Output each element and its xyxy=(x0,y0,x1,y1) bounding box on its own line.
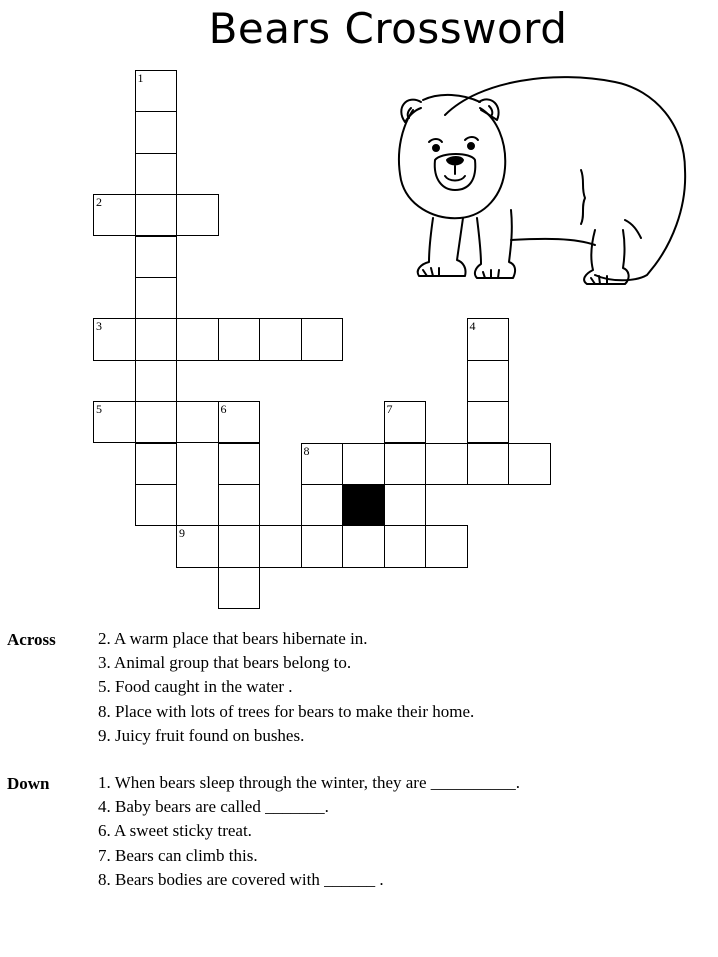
down-heading: Down xyxy=(7,774,50,793)
across-heading: Across xyxy=(7,630,56,649)
clue-number: 9 xyxy=(179,526,185,541)
crossword-cell[interactable] xyxy=(384,484,427,526)
across-clue-list xyxy=(98,627,474,748)
across-clue-3: 3. Animal group that bears belong to. xyxy=(98,653,352,673)
crossword-cell[interactable] xyxy=(135,277,178,319)
crossword-cell[interactable] xyxy=(425,525,468,567)
down-clue-1: 1. When bears sleep through the winter, they are __________. xyxy=(98,773,521,792)
crossword-cell[interactable] xyxy=(259,318,302,360)
crossword-cell[interactable] xyxy=(135,70,178,112)
crossword-cell[interactable] xyxy=(301,525,344,567)
crossword-cell[interactable] xyxy=(135,318,178,360)
down-clue-list xyxy=(98,771,520,892)
crossword-cell[interactable] xyxy=(218,443,261,485)
down-clue-8: 8. Bears bodies are covered with ______ . xyxy=(98,869,384,889)
crossword-cell[interactable] xyxy=(467,443,510,485)
crossword-cell[interactable] xyxy=(218,484,261,526)
crossword-cell[interactable] xyxy=(135,194,178,236)
across-clue-5: 5. Food caught in the water . xyxy=(98,677,293,697)
down-clue-6: 6. A sweet sticky treat. xyxy=(98,821,252,841)
crossword-cell[interactable] xyxy=(135,111,178,153)
crossword-cell[interactable] xyxy=(342,525,385,567)
crossword-cell[interactable] xyxy=(176,401,219,443)
down-clue-4: 4. Baby bears are called _______. xyxy=(98,797,329,817)
crossword-cell[interactable] xyxy=(425,443,468,485)
crossword-cell[interactable] xyxy=(135,401,178,443)
crossword-cell[interactable] xyxy=(218,567,261,609)
crossword-cell[interactable] xyxy=(384,443,427,485)
crossword-cell[interactable] xyxy=(342,443,385,485)
across-clue-2: 2. A warm place that bears hibernate in. xyxy=(98,629,368,648)
crossword-cell[interactable] xyxy=(301,443,344,485)
clue-number: 5 xyxy=(96,402,102,417)
crossword-cell[interactable] xyxy=(508,443,551,485)
crossword-cell[interactable] xyxy=(467,318,510,360)
crossword-cell[interactable] xyxy=(301,318,344,360)
crossword-cell[interactable] xyxy=(218,525,261,567)
page-title: Bears Crossword xyxy=(208,4,568,53)
crossword-cell[interactable] xyxy=(384,401,427,443)
crossword-cell[interactable] xyxy=(218,318,261,360)
crossword-cell[interactable] xyxy=(176,194,219,236)
crossword-cell[interactable] xyxy=(176,525,219,567)
crossword-cell[interactable] xyxy=(384,525,427,567)
clue-number: 2 xyxy=(96,195,102,210)
clue-number: 7 xyxy=(386,402,393,417)
clue-number: 3 xyxy=(96,319,102,334)
crossword-cell[interactable] xyxy=(218,401,261,443)
crossword-cell[interactable] xyxy=(93,318,136,360)
crossword-cell[interactable] xyxy=(135,153,178,195)
down-clue-7: 7. Bears can climb this. xyxy=(98,845,258,865)
crossword-cell[interactable] xyxy=(135,443,178,485)
clue-number: 8 xyxy=(303,443,310,458)
blocked-cell xyxy=(342,484,385,526)
clue-number: 1 xyxy=(137,71,144,85)
crossword-cell[interactable] xyxy=(93,401,136,443)
crossword-cell[interactable] xyxy=(93,194,136,236)
crossword-cell[interactable] xyxy=(259,525,302,567)
bear-illustration-icon xyxy=(385,70,690,290)
across-clue-8: 8. Place with lots of trees for bears to make their home. xyxy=(98,701,475,721)
crossword-cell[interactable] xyxy=(135,360,178,402)
crossword-cell[interactable] xyxy=(176,318,219,360)
clue-number: 6 xyxy=(220,402,227,417)
across-clue-9: 9. Juicy fruit found on bushes. xyxy=(98,725,305,745)
crossword-cell[interactable] xyxy=(135,484,178,526)
crossword-cell[interactable] xyxy=(467,360,510,402)
clue-number: 4 xyxy=(469,319,476,334)
crossword-cell[interactable] xyxy=(135,236,178,278)
crossword-cell[interactable] xyxy=(301,484,344,526)
crossword-cell[interactable] xyxy=(467,401,510,443)
